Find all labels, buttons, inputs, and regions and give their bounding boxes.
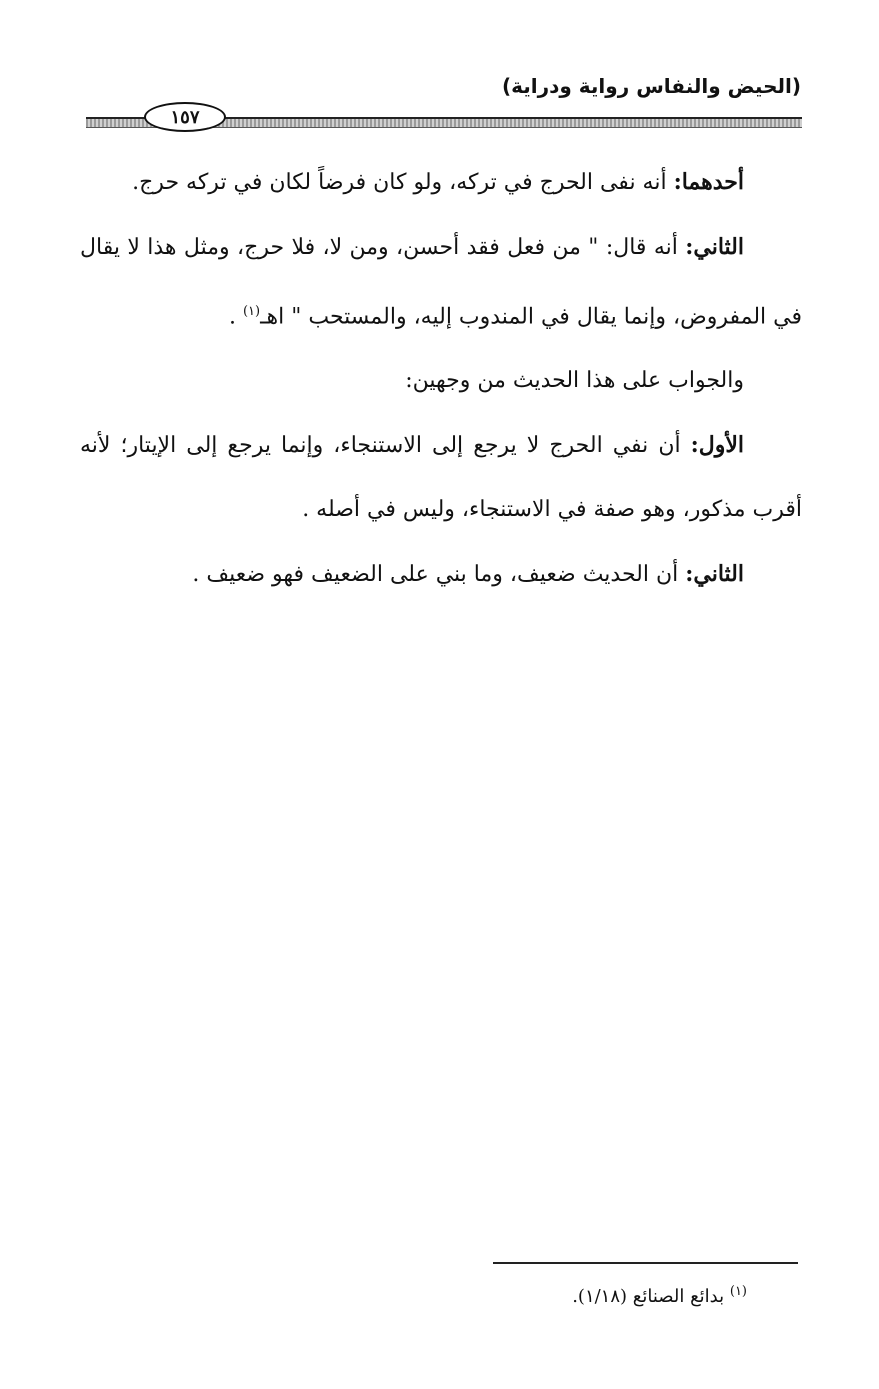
paragraph-5: [80, 542, 802, 607]
footnote-1-mark: (١): [729, 1284, 747, 1299]
paragraph-1: [80, 150, 802, 215]
page-number: ١٥٧: [144, 102, 226, 132]
running-header-title: (الحيض والنفاس رواية ودراية): [501, 74, 801, 98]
paragraph-1-text: أنه نفى الحرج في تركه، ولو كان فرضاً لكان في تركه حرج.: [132, 170, 674, 195]
paragraph-2-label: الثاني:: [685, 234, 744, 260]
paragraph-4-text: أن نفي الحرج لا يرجع إلى الاستنجاء، وإنما يرجع إلى الإيتار؛ لأنه أقرب مذكور، وهو صفة في الاستنجاء، وليس في أصله .: [80, 433, 802, 523]
main-text: [80, 150, 802, 607]
paragraph-1-label: أحدهما:: [673, 169, 744, 195]
paragraph-2-end: .: [228, 304, 243, 330]
footnote-reference: (١): [242, 304, 261, 319]
header-rule: [86, 100, 802, 130]
paragraph-5-label: الثاني:: [685, 561, 744, 588]
footnote-1: [572, 1284, 747, 1307]
paragraph-4: [80, 413, 802, 542]
footnote-1-text: بدائع الصنائع (١/١٨).: [572, 1286, 730, 1307]
paragraph-4-label: الأول:: [690, 432, 744, 459]
paragraph-2-text: أنه قال: " من فعل فقد أحسن، ومن لا، فلا حرج، ومثل هذا لا يقال في المفروض، وإنما يقال في المندوب إليه، والمستحب " اهـ: [80, 235, 802, 330]
paragraph-5-text: أن الحديث ضعيف، وما بني على الضعيف فهو ضعيف .: [192, 562, 686, 588]
paragraph-3: والجواب على هذا الحديث من وجهين:: [405, 368, 744, 394]
paragraph-2: [80, 215, 802, 349]
footnote-divider: [493, 1262, 798, 1264]
